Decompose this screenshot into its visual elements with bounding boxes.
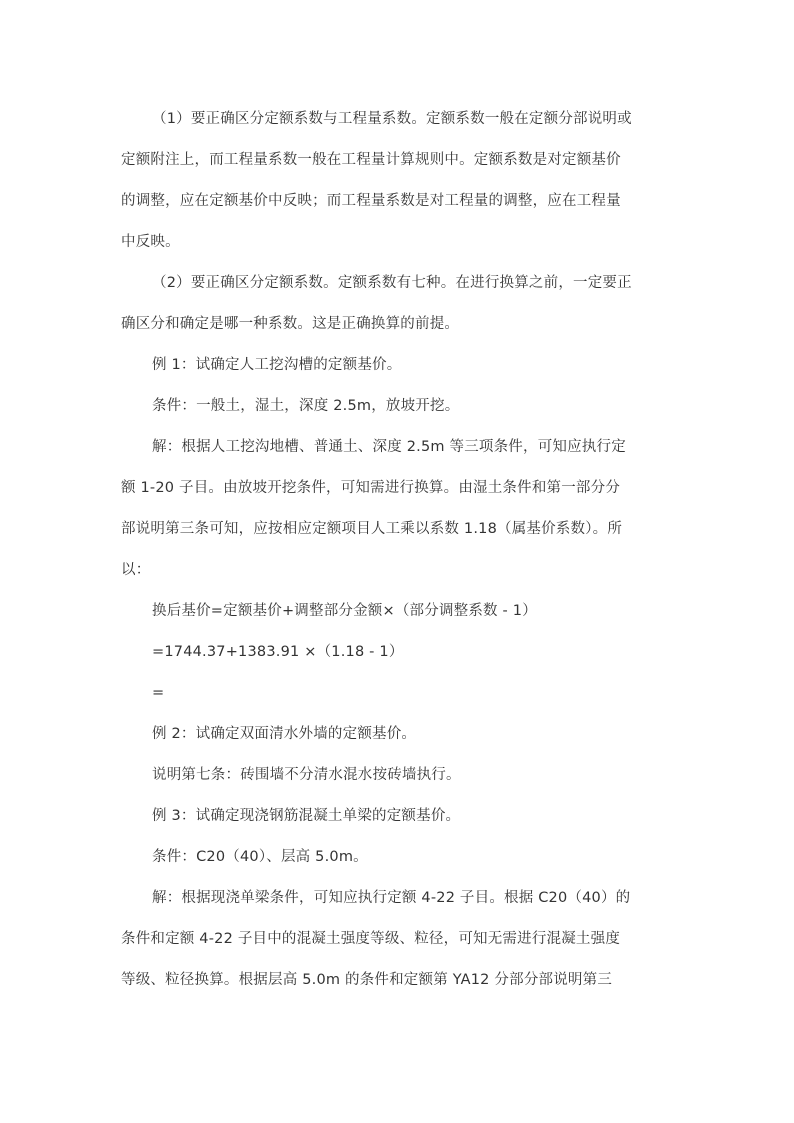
text-line: 例 2：试确定双面清水外墙的定额基价。 bbox=[152, 726, 417, 742]
text-line: =1744.37+1383.91 ×（1.18 - 1） bbox=[152, 644, 404, 660]
text-line: 说明第七条：砖围墙不分清水混水按砖墙执行。 bbox=[152, 767, 461, 783]
text-line: 例 1：试确定人工挖沟槽的定额基价。 bbox=[152, 357, 402, 373]
text-line: 中反映。 bbox=[121, 234, 180, 250]
text-line: 解：根据人工挖沟地槽、普通土、深度 2.5m 等三项条件，可知应执行定 bbox=[152, 439, 626, 455]
text-line: 定额附注上，而工程量系数一般在工程量计算规则中。定额系数是对定额基价 bbox=[121, 152, 621, 168]
text-line: 条件：一般土，湿土，深度 2.5m，放坡开挖。 bbox=[152, 398, 460, 414]
text-line: 换后基价=定额基价+调整部分金额×（部分调整系数 - 1） bbox=[152, 603, 537, 619]
text-line: 额 1-20 子目。由放坡开挖条件，可知需进行换算。由湿土条件和第一部分分 bbox=[121, 480, 621, 496]
text-line: 部说明第三条可知，应按相应定额项目人工乘以系数 1.18（属基价系数）。所 bbox=[121, 521, 623, 537]
text-line: 的调整，应在定额基价中反映；而工程量系数是对工程量的调整，应在工程量 bbox=[121, 193, 621, 209]
text-line: = bbox=[152, 685, 165, 701]
text-line: 例 3：试确定现浇钢筋混凝土单梁的定额基价。 bbox=[152, 808, 461, 824]
text-line: 解：根据现浇单梁条件，可知应执行定额 4-22 子目。根据 C20（40）的 bbox=[152, 890, 631, 906]
text-line: 条件：C20（40）、层高 5.0m。 bbox=[152, 849, 368, 865]
text-line: 确区分和确定是哪一种系数。这是正确换算的前提。 bbox=[121, 316, 460, 332]
text-line: 以： bbox=[121, 562, 151, 578]
text-line: 条件和定额 4-22 子目中的混凝土强度等级、粒径，可知无需进行混凝土强度 bbox=[121, 931, 621, 947]
text-line: （2）要正确区分定额系数。定额系数有七种。在进行换算之前，一定要正 bbox=[152, 275, 632, 291]
text-line: （1）要正确区分定额系数与工程量系数。定额系数一般在定额分部说明或 bbox=[152, 111, 632, 127]
text-line: 等级、粒径换算。根据层高 5.0m 的条件和定额第 YA12 分部分部说明第三 bbox=[121, 972, 613, 988]
document-body bbox=[121, 99, 681, 1001]
